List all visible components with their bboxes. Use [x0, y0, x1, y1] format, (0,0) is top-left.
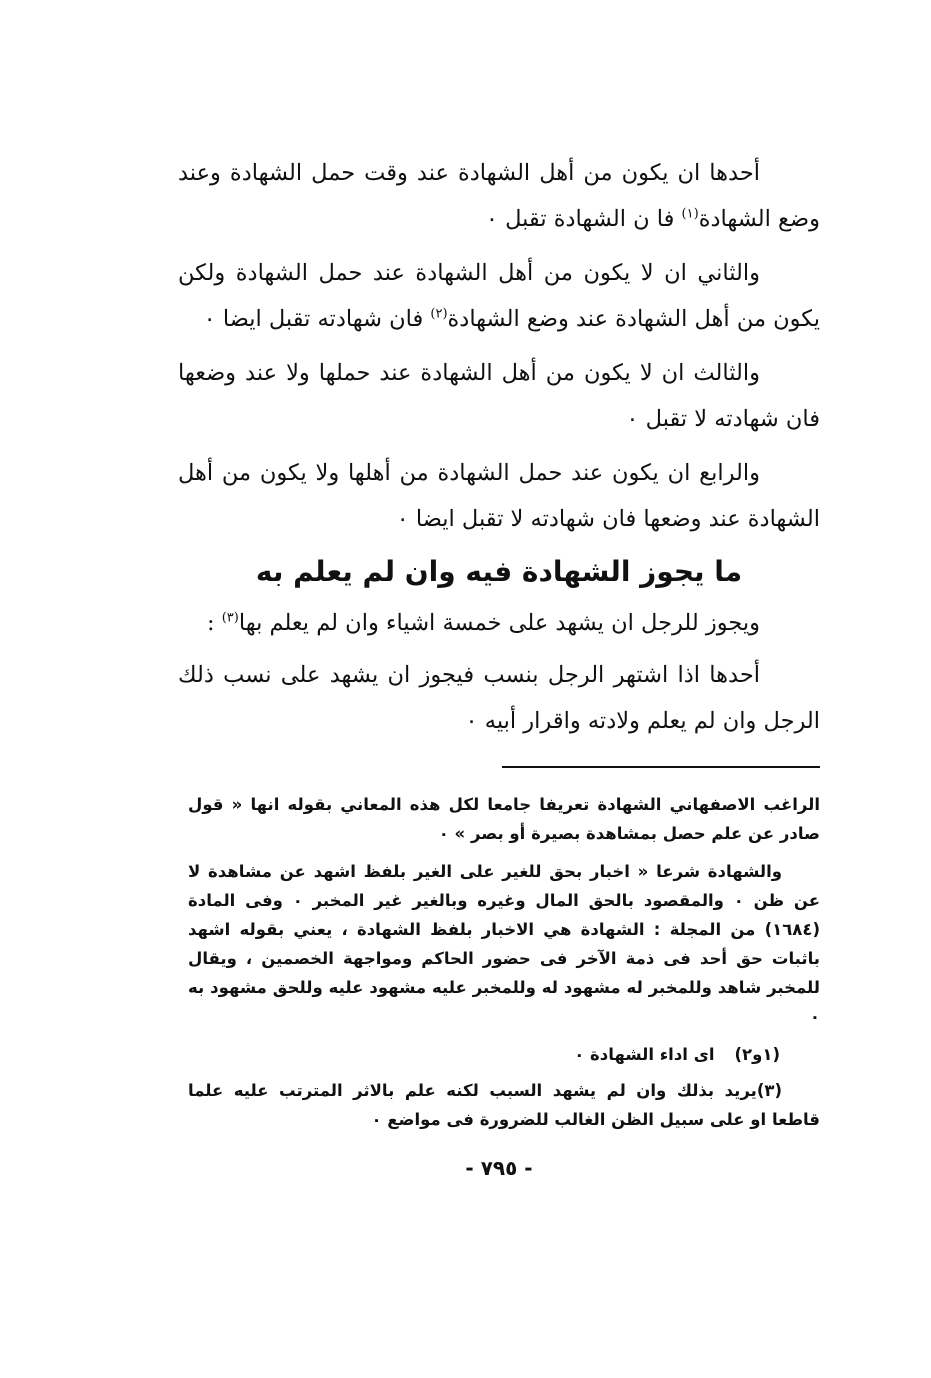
paragraph-first: [178, 150, 820, 242]
page-content: [178, 150, 820, 1180]
section-paragraph-text: أحدها اذا اشتهر الرجل بنسب فيجوز ان يشهد على نسب ذلك الرجل وان لم يعلم ولادته واقرار أبيه ٠: [178, 662, 820, 734]
section-intro-text: ويجوز للرجل ان يشهد على خمسة اشياء وان لم يعلم بها: [238, 610, 760, 636]
section-heading: ما يجوز الشهادة فيه وان لم يعلم به: [255, 555, 743, 588]
paragraph-third: [178, 350, 820, 442]
footnote-3-text: يريد بذلك وان لم يشهد السبب لكنه علم بالاثر المترتب عليه علما قاطعا او على سبيل الظن الغالب للضرورة فى مواضع ٠: [188, 1081, 820, 1129]
footnotes: [188, 790, 820, 1134]
paragraph-second-tail: فان شهادته تقبل ايضا ٠: [203, 306, 431, 332]
paragraph-second: [178, 250, 820, 342]
footnote-continuation: الراغب الاصفهاني الشهادة تعريفا جامعا لكل هذه المعاني بقوله انها « قول صادر عن علم حصل بمشاهدة بصيرة أو بصر » ٠: [188, 795, 820, 843]
section-intro-tail: :: [206, 610, 222, 636]
footnote-1-2-number: (١و٢): [734, 1045, 780, 1064]
footnote-definition: [188, 857, 820, 1031]
paragraph-fourth: [178, 450, 820, 542]
paragraph-first-tail: فا ن الشهادة تقبل ٠: [485, 206, 682, 232]
footnote-ref-2: (٢): [430, 306, 448, 322]
footnote-3: [188, 1076, 820, 1134]
footnote-ref-3: (٣): [221, 610, 239, 626]
footnote-1-2-text: اى اداء الشهادة ٠: [574, 1045, 715, 1064]
footnote-1-2: [188, 1040, 820, 1070]
page-number: - ٧٩٥ -: [465, 1156, 533, 1180]
paragraph-fourth-text: والرابع ان يكون عند حمل الشهادة من أهلها ولا يكون من أهل الشهادة عند وضعها فان شهادته لا تقبل ايضا ٠: [178, 460, 820, 532]
footnote-3-number: (٣): [756, 1081, 782, 1100]
paragraph-third-text: والثالث ان لا يكون من أهل الشهادة عند حملها ولا عند وضعها فان شهادته لا تقبل ٠: [178, 360, 820, 432]
paragraph-first-text: أحدها ان يكون من أهل الشهادة عند وقت حمل الشهادة وعند وضع الشهادة: [178, 160, 820, 232]
footnote-definition-text: والشهادة شرعا « اخبار بحق للغير على الغير بلفظ اشهد عن مشاهدة لا عن ظن ٠ والمقصود بالحق المال وغيره وبالغير غير المخبر ٠ وفى المادة (١٦٨٤) من المجلة : الشهادة هي الاخبار بلفظ الشهادة ، يعني بقوله اشهد باثبات حق أحد فى ذمة الآخر فى حضور الحاكم ومواجهة الخصمين ، ويقال للمخبر شاهد وللمخبر له مشهود له وللمخبر عليه مشهود عليه وللحق مشهود به ٠: [188, 862, 820, 1026]
footnote-divider: [502, 766, 820, 768]
section-paragraph: [178, 652, 820, 744]
footnote-ref-1: (١): [681, 206, 699, 222]
paragraph-second-text: والثاني ان لا يكون من أهل الشهادة عند حمل الشهادة ولكن يكون من أهل الشهادة عند وضع الشهادة: [178, 260, 820, 332]
section-intro: [178, 600, 820, 646]
